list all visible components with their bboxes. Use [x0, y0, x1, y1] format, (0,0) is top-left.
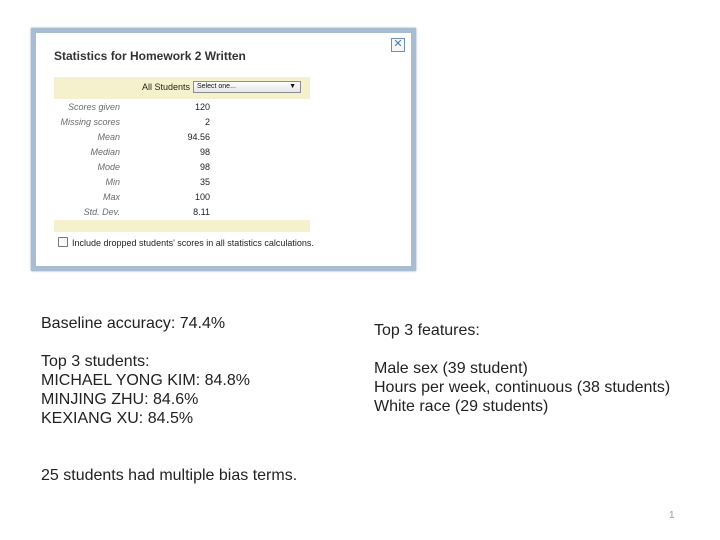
filter-bar [54, 77, 310, 99]
features-summary [374, 321, 670, 416]
stat-row [54, 206, 310, 221]
top-features-heading: Top 3 features: [374, 322, 480, 339]
spacer [41, 333, 297, 352]
stat-value: 94.56 [187, 132, 210, 142]
baseline-accuracy: Baseline accuracy: 74.4% [41, 315, 226, 332]
spacer [374, 340, 670, 359]
stat-label: Median [90, 147, 120, 157]
filter-label: All Students [142, 82, 191, 92]
include-dropped-label: Include dropped students' scores in all statistics calculations. [72, 238, 314, 248]
bias-note: 25 students had multiple bias terms. [41, 467, 298, 484]
stat-value: 98 [199, 147, 210, 157]
student-group-select[interactable] [193, 81, 301, 93]
student-item: MINJING ZHU: 84.6% [41, 391, 199, 408]
results-summary [41, 314, 297, 485]
stat-value: 2 [204, 117, 210, 127]
stat-row [54, 116, 310, 131]
top-students-heading: Top 3 students: [41, 353, 150, 370]
student-item: KEXIANG XU: 84.5% [41, 410, 194, 427]
stat-label: Missing scores [60, 117, 120, 127]
feature-item: Hours per week, continuous (38 students) [374, 379, 671, 396]
stat-row [54, 176, 310, 191]
stat-value: 100 [194, 192, 210, 202]
stat-label: Min [105, 177, 120, 187]
stat-row [54, 131, 310, 146]
stat-label: Mode [97, 162, 120, 172]
stat-value: 98 [199, 162, 210, 172]
include-dropped-option[interactable] [58, 237, 314, 248]
close-icon[interactable]: ✕ [391, 38, 405, 52]
stat-row [54, 101, 310, 116]
stat-value: 8.11 [193, 207, 210, 217]
stat-label: Max [102, 192, 120, 202]
stat-row [54, 146, 310, 161]
stat-value: 120 [194, 102, 210, 112]
stat-label: Mean [97, 132, 120, 142]
stat-row [54, 161, 310, 176]
statistics-dialog [31, 28, 416, 271]
chevron-down-icon: ▼ [289, 83, 296, 90]
table-footer-band [54, 220, 310, 232]
page-number: 1 [669, 510, 675, 521]
dialog-title: Statistics for Homework 2 Written [54, 49, 246, 63]
select-value: Select one... [197, 83, 236, 90]
stat-value: 35 [199, 177, 210, 187]
spacer [41, 428, 297, 466]
student-item: MICHAEL YONG KIM: 84.8% [41, 372, 250, 389]
stat-row [54, 191, 310, 206]
feature-item: White race (29 students) [374, 398, 549, 415]
include-dropped-checkbox[interactable] [58, 237, 68, 247]
statistics-table [54, 101, 310, 221]
stat-label: Scores given [67, 102, 120, 112]
feature-item: Male sex (39 student) [374, 360, 528, 377]
stat-label: Std. Dev. [83, 207, 120, 217]
